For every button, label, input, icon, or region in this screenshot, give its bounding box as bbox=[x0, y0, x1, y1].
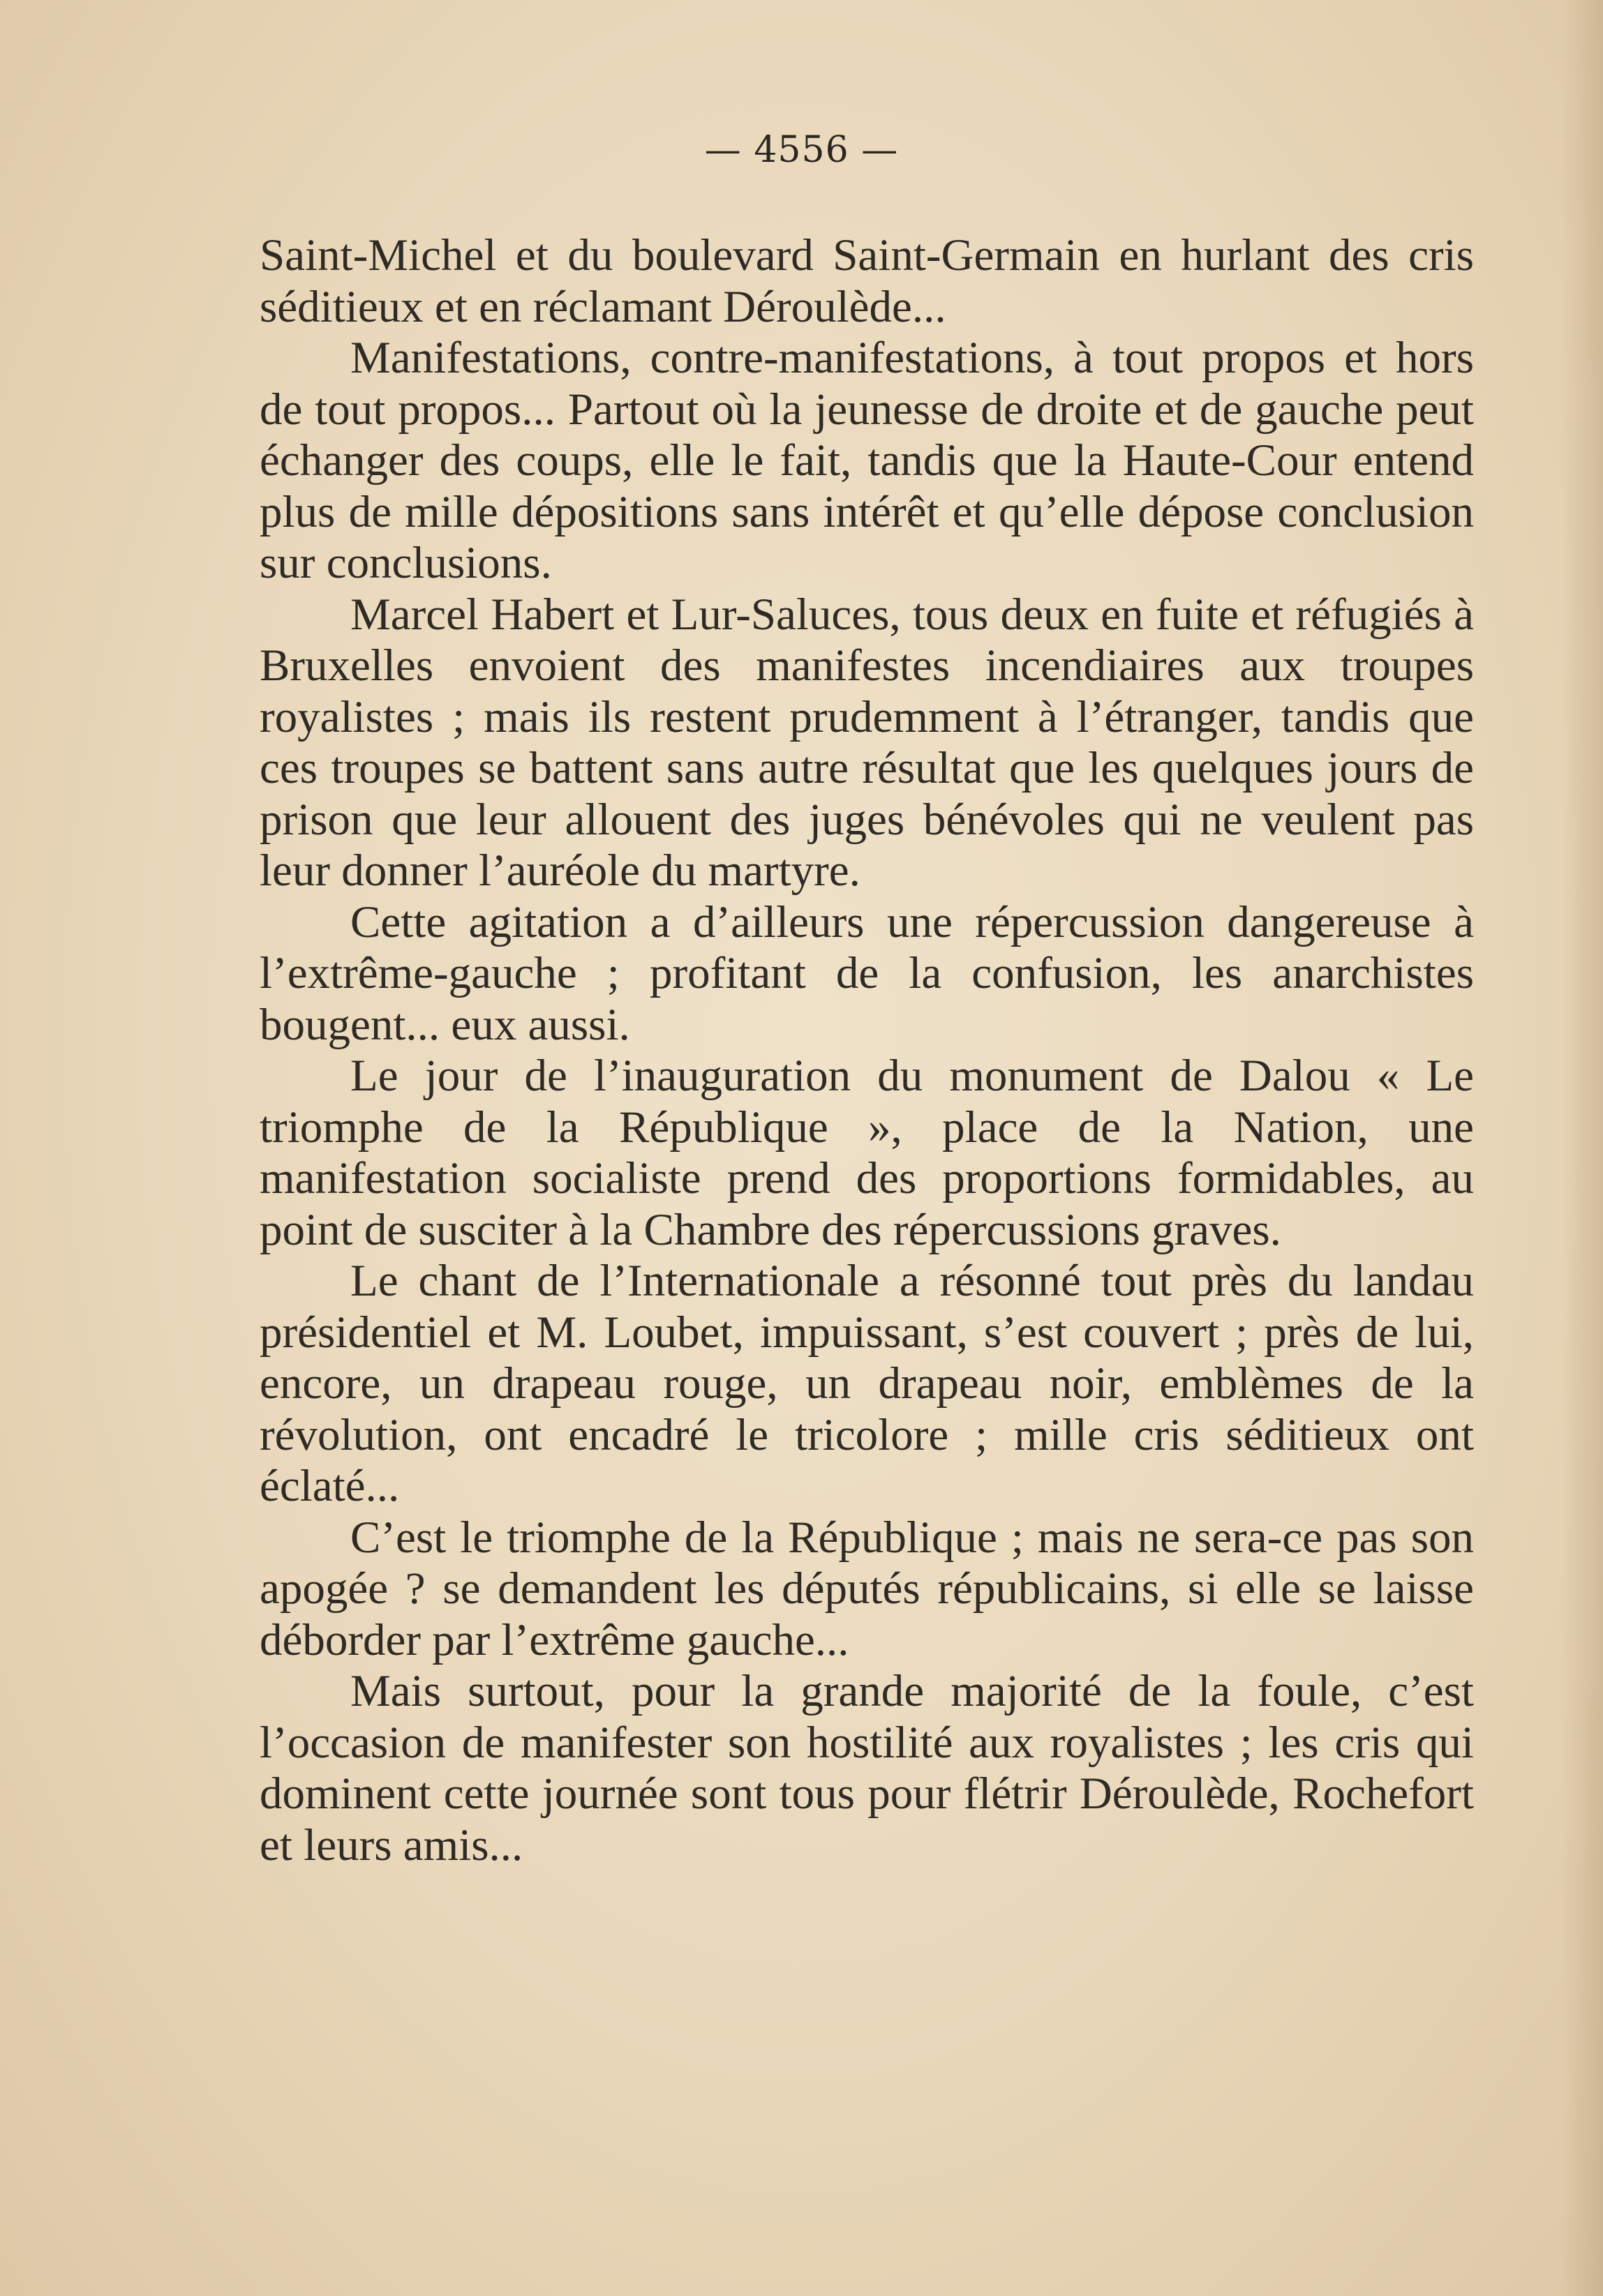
paragraph-continued: Saint-Michel et du boulevard Saint-Germain en hurlant des cris séditieux et en réclamant Déroulède... bbox=[260, 230, 1474, 332]
paragraph-surtout: Mais surtout, pour la grande majorité de la foule, c’est l’occasion de manifester son hostilité aux royalistes ; les cris qui dominent cette journée sont tous pour flétrir Déroulède, Rochefort et leurs amis... bbox=[260, 1666, 1474, 1870]
page-number: — 4556 — bbox=[704, 129, 899, 171]
paragraph-agitation: Cette agitation a d’ailleurs une répercussion dangereuse à l’extrême-gauche ; profitant de la confusion, les anarchistes bougent... eux aussi. bbox=[260, 896, 1474, 1050]
paragraph-manifestations: Manifestations, contre-manifestations, à tout propos et hors de tout propos... Partout où la jeunesse de droite et de gauche peut échanger des coups, elle le fait, tandis que la Haute-Cour entend plus de mille dépositions sans intérêt et qu’elle dépose conclusion sur conclusions. bbox=[260, 333, 1474, 588]
body-text bbox=[260, 230, 1474, 1871]
paragraph-habert-lur-saluces: Marcel Habert et Lur-Saluces, tous deux en fuite et réfugiés à Bruxelles envoient des manifestes incendiaires aux troupes royalistes ; mais ils restent prudemment à l’étranger, tandis que ces troupes se battent sans autre résultat que les quelques jours de prison que leur allouent des juges bénévoles qui ne veulent pas leur donner l’auréole du martyre. bbox=[260, 589, 1474, 896]
paragraph-internationale: Le chant de l’Internationale a résonné tout près du landau présidentiel et M. Loubet, impuissant, s’est couvert ; près de lui, encore, un drapeau rouge, un drapeau noir, emblèmes de la révolution, ont encadré le tricolore ; mille cris séditieux ont éclaté... bbox=[260, 1256, 1474, 1511]
paragraph-triomphe: C’est le triomphe de la République ; mais ne sera-ce pas son apogée ? se demandent les députés républicains, si elle se laisse déborder par l’extrême gauche... bbox=[260, 1512, 1474, 1665]
paragraph-inauguration: Le jour de l’inauguration du monument de Dalou « Le triomphe de la République », place de la Nation, une manifestation socialiste prend des proportions formidables, au point de susciter à la Chambre des répercussions graves. bbox=[260, 1051, 1474, 1255]
